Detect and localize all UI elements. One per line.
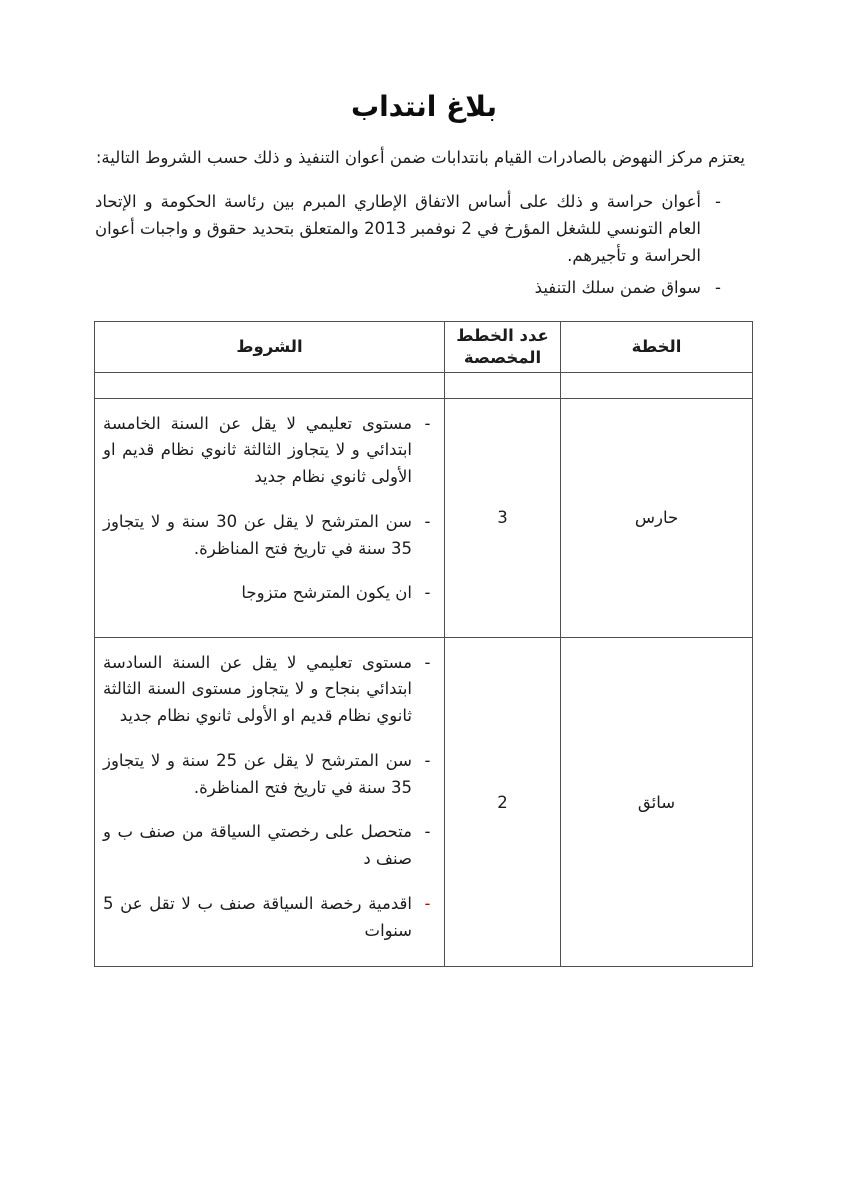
table-header-conditions: الشروط: [95, 321, 445, 372]
empty-cell: [95, 372, 445, 398]
bullet-item: [95, 274, 725, 301]
count-cell: 3: [445, 398, 561, 637]
condition-item: [103, 411, 434, 491]
table-header-plan: الخطة: [561, 321, 753, 372]
dash-marker: -: [424, 511, 431, 531]
page-title: بلاغ انتداب: [350, 90, 498, 123]
dash-marker-red: -: [424, 893, 431, 913]
dash-marker: -: [715, 191, 721, 211]
conditions-cell: [95, 637, 445, 966]
condition-text: مستوى تعليمي لا يقل عن السنة السادسة ابتدائي بنجاح و لا يتجاوز مستوى السنة الثالثة ثانوي نظام قديم او الأولى ثانوي نظام جديد: [103, 652, 412, 726]
condition-item: [103, 891, 434, 944]
dash-marker: -: [715, 277, 721, 297]
empty-cell: [561, 372, 753, 398]
table-row-guard: [95, 398, 753, 637]
dash-marker: -: [424, 413, 431, 433]
plan-cell: حارس: [561, 398, 753, 637]
empty-cell: [445, 372, 561, 398]
bullet-text: أعوان حراسة و ذلك على أساس الاتفاق الإطاري المبرم بين رئاسة الحكومة و الإتحاد العام التونسي للشغل المؤرخ في 2 نوفمبر 2013 والمتعلق بتحديد حقوق و واجبات أعوان الحراسة و تأجيرهم.: [95, 191, 701, 266]
table-row-driver: [95, 637, 753, 966]
dash-marker: -: [424, 750, 431, 770]
bullet-text: سواق ضمن سلك التنفيذ: [534, 277, 701, 297]
condition-item: [103, 509, 434, 562]
condition-item: [103, 650, 434, 730]
table-header-row: [95, 321, 753, 372]
count-cell: 2: [445, 637, 561, 966]
spacer-row: [95, 372, 753, 398]
condition-item: [103, 748, 434, 801]
table-header-count: عدد الخطط المخصصة: [445, 321, 561, 372]
condition-text: متحصل على رخصتي السياقة من صنف ب و صنف د: [103, 822, 412, 869]
dash-marker: -: [424, 822, 431, 842]
condition-text: اقدمية رخصة السياقة صنف ب لا تقل عن 5 سنوات: [103, 893, 412, 940]
condition-text: مستوى تعليمي لا يقل عن السنة الخامسة ابتدائي و لا يتجاوز الثالثة ثانوي نظام قديم او الأولى ثانوي نظام جديد: [103, 413, 412, 487]
condition-item: [103, 580, 434, 607]
intro-bullet-list: [95, 188, 753, 301]
dash-marker: -: [424, 652, 431, 672]
document-content: [95, 0, 753, 967]
condition-text: ان يكون المترشح متزوجا: [241, 583, 412, 603]
intro-paragraph: يعتزم مركز النهوض بالصادرات القيام بانتدابات ضمن أعوان التنفيذ و ذلك حسب الشروط التالية:: [95, 148, 745, 167]
plan-cell: سائق: [561, 637, 753, 966]
bullet-item: [95, 188, 725, 270]
condition-item: [103, 819, 434, 872]
conditions-cell: [95, 398, 445, 637]
condition-text: سن المترشح لا يقل عن 30 سنة و لا يتجاوز 35 سنة في تاريخ فتح المناظرة.: [103, 511, 412, 558]
dash-marker: -: [424, 583, 431, 603]
recruitment-table: [94, 321, 753, 967]
condition-text: سن المترشح لا يقل عن 25 سنة و لا يتجاوز 35 سنة في تاريخ فتح المناظرة.: [103, 750, 412, 797]
